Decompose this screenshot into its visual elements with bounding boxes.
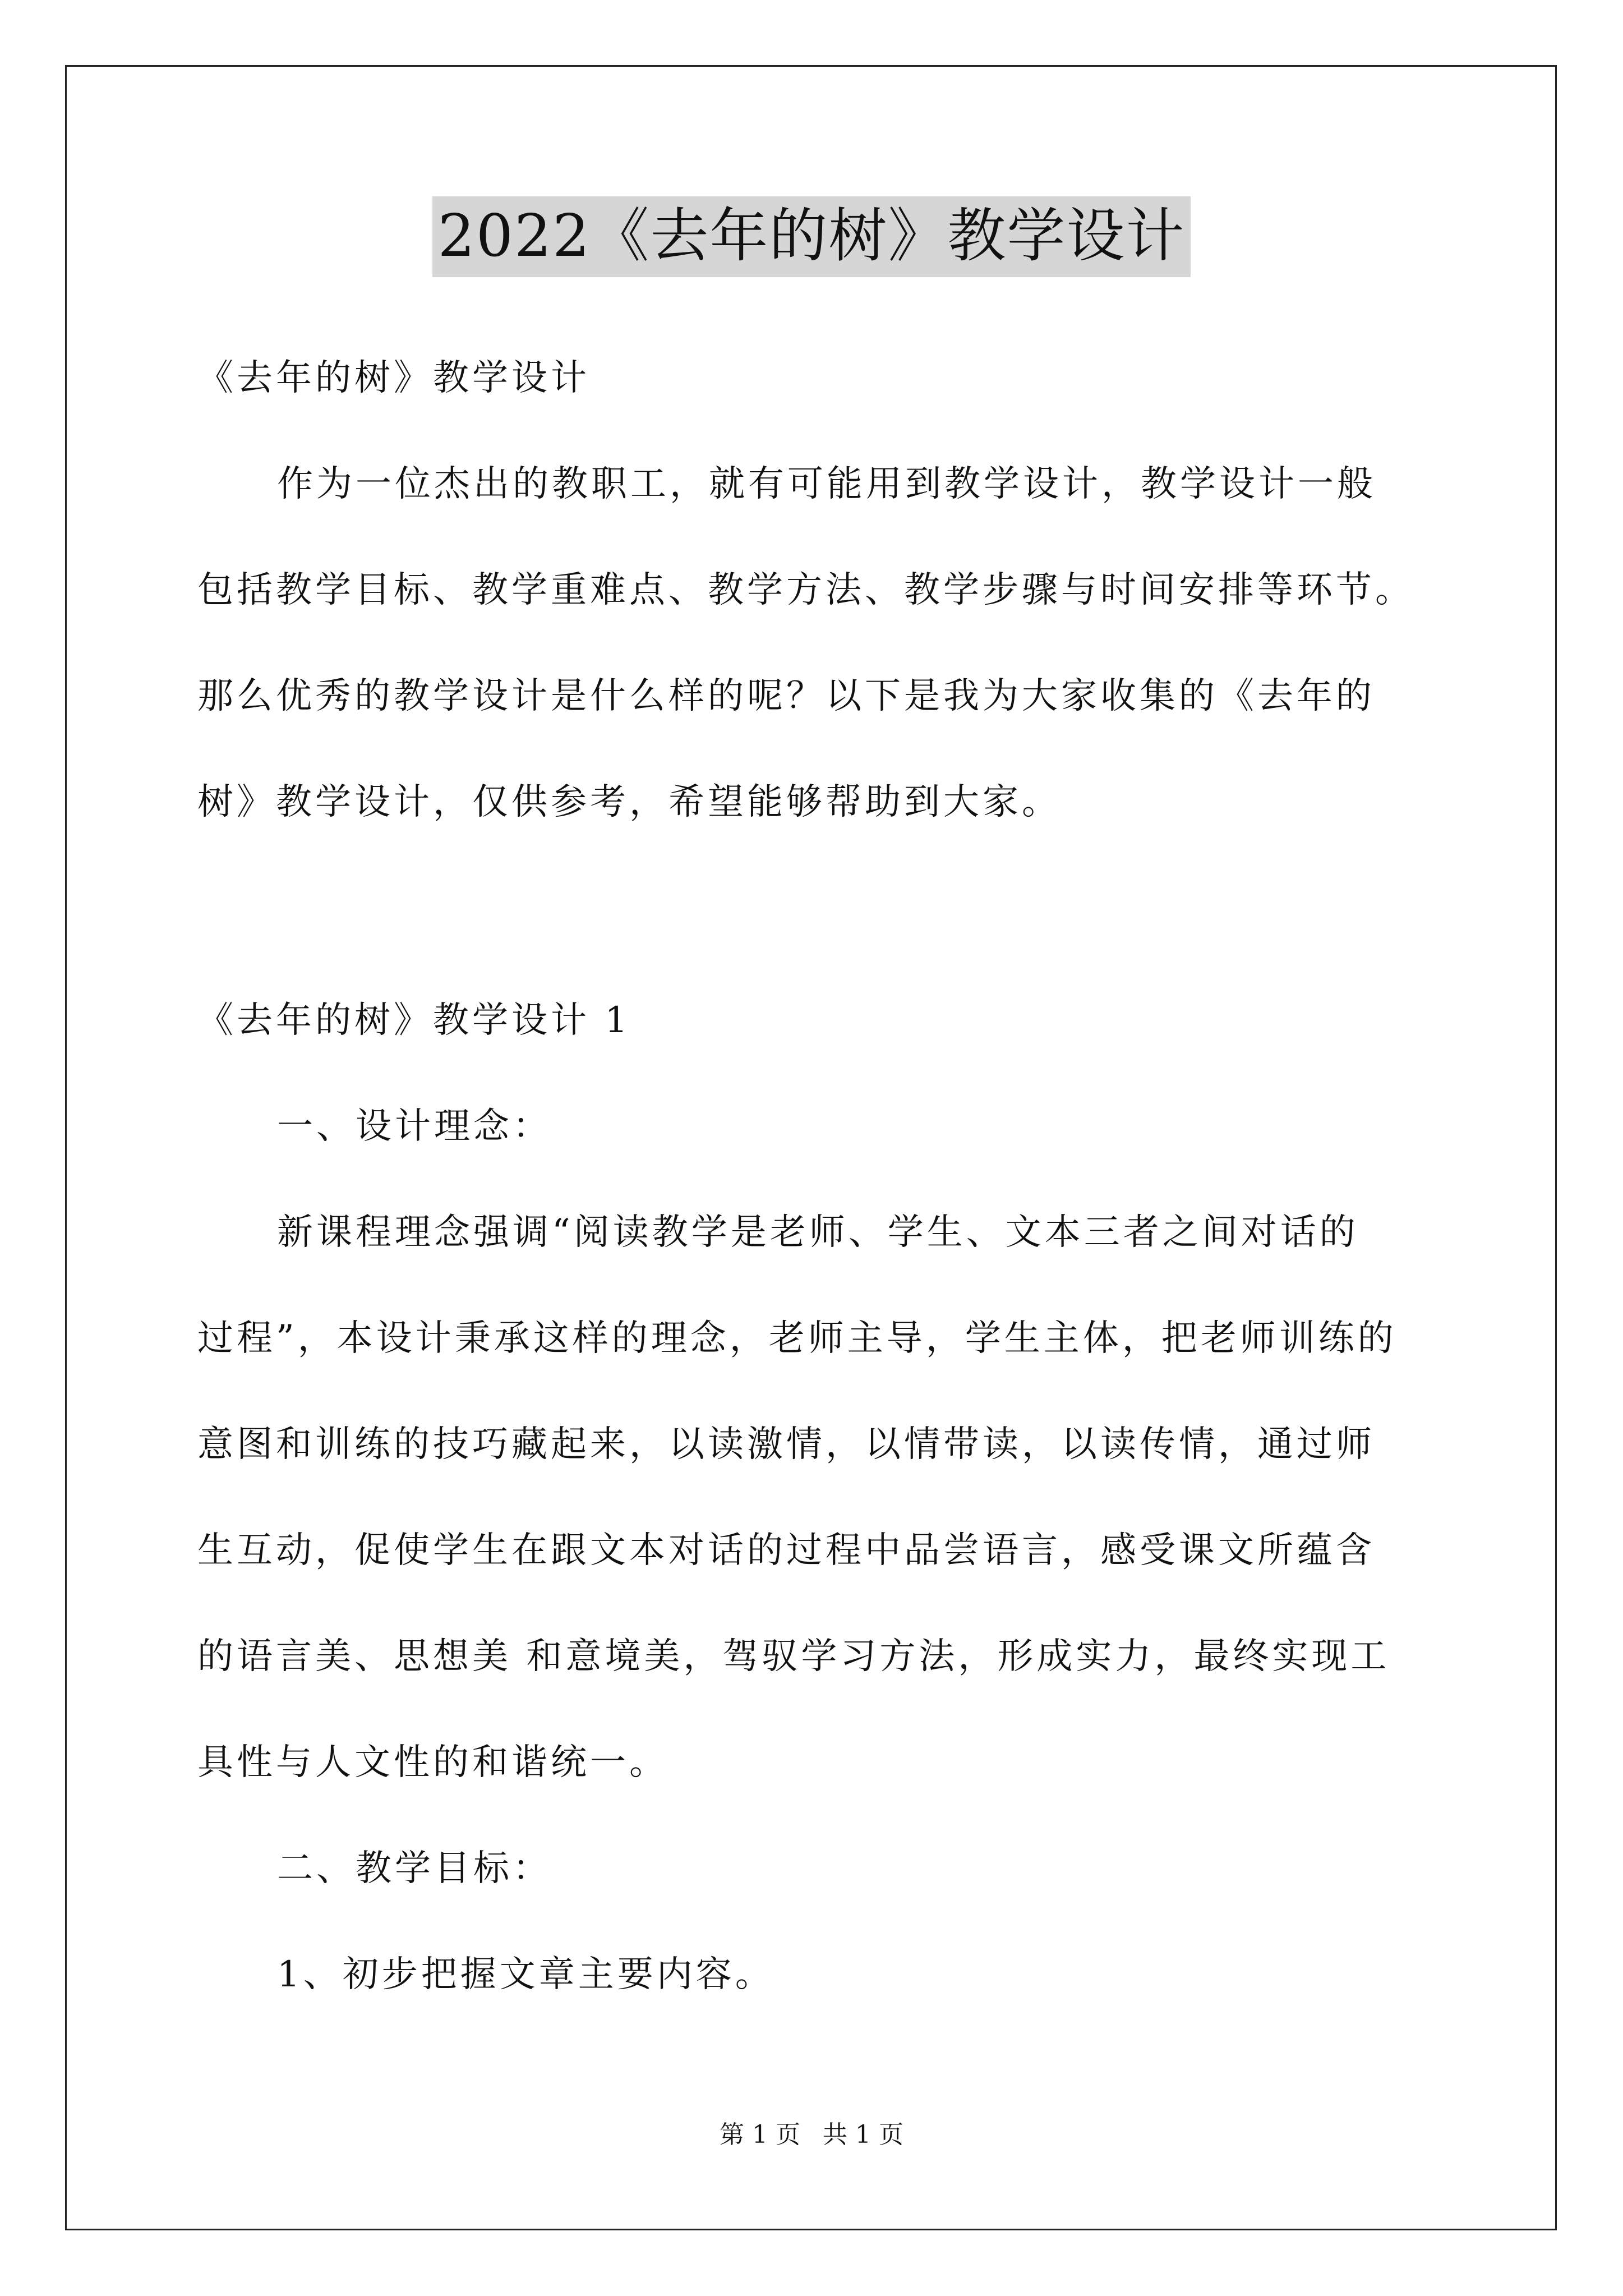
paragraph-line: 树》教学设计，仅供参考，希望能够帮助到大家。: [197, 781, 1061, 823]
paragraph-line: 生互动，促使学生在跟文本对话的过程中品尝语言，感受课文所蕴含: [197, 1530, 1375, 1571]
subtitle: 《去年的树》教学设计: [197, 357, 590, 399]
paragraph-line: 包括教学目标、教学重难点、教学方法、教学步骤与时间安排等环节。: [197, 569, 1414, 611]
document-title: 2022《去年的树》教学设计: [432, 196, 1191, 277]
paragraph-line: 具性与人文性的和谐统一。: [197, 1742, 668, 1783]
paragraph-line: 的语言美、思想美 和意境美，驾驭学习方法，形成实力，最终实现工: [197, 1636, 1390, 1677]
paragraph-line: 意图和训练的技巧藏起来，以读激情，以情带读，以读传情，通过师: [197, 1424, 1375, 1465]
page-footer: [0, 2119, 1623, 2151]
paragraph-line: 新课程理念强调“阅读教学是老师、学生、文本三者之间对话的: [277, 1212, 1359, 1253]
paragraph-line: 那么优秀的教学设计是什么样的呢？以下是我为大家收集的《去年的: [197, 675, 1375, 717]
subsection-heading: 一、设计理念：: [277, 1106, 552, 1147]
list-item: 1、初步把握文章主要内容。: [277, 1954, 774, 1995]
section-heading: 《去年的树》教学设计 1: [197, 1000, 631, 1041]
subsection-heading: 二、教学目标：: [277, 1848, 552, 1889]
title-container: [0, 196, 1623, 277]
paragraph-line: 过程”，本设计秉承这样的理念，老师主导，学生主体，把老师训练的: [197, 1318, 1397, 1359]
paragraph-line: 作为一位杰出的教职工，就有可能用到教学设计，教学设计一般: [277, 463, 1376, 505]
page-number: 第 1 页: [720, 2120, 800, 2149]
page-total: 共 1 页: [823, 2120, 903, 2149]
